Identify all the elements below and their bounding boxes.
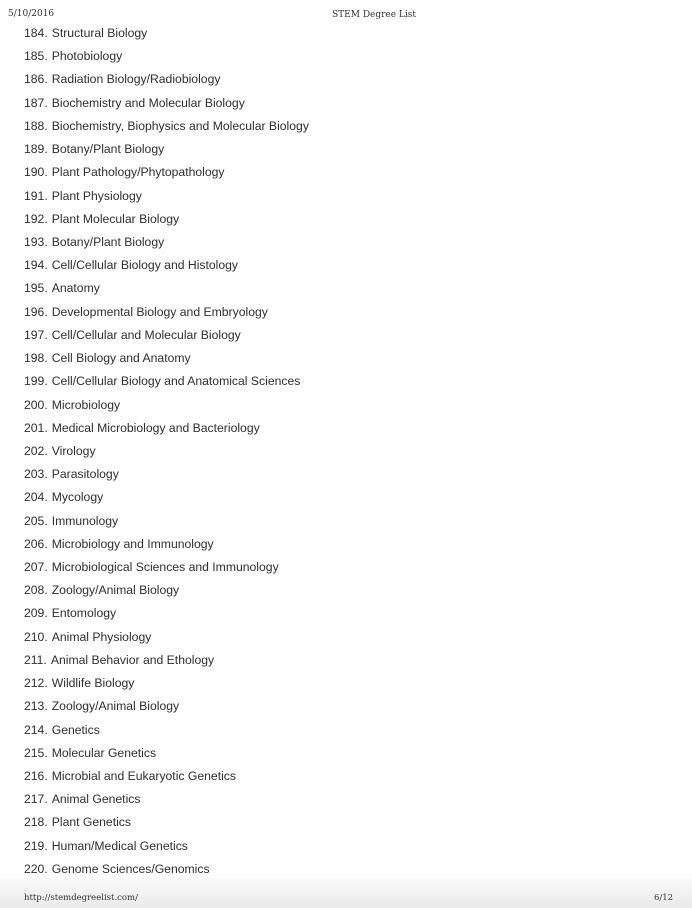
degree-label: Entomology (51, 606, 117, 621)
item-number: 195. (24, 281, 48, 296)
list-item (24, 442, 309, 465)
list-item (24, 210, 309, 233)
degree-label: Parasitology (51, 467, 119, 482)
degree-label: Microbial and Eukaryotic Genetics (51, 769, 236, 783)
degree-label: Botany/Plant Biology (51, 142, 165, 157)
item-number: 215. (24, 745, 48, 760)
header-title: STEM Degree List (332, 10, 417, 20)
degree-label: Zoology/Animal Biology (51, 699, 180, 714)
list-item (24, 419, 309, 442)
item-number: 201. (24, 420, 48, 435)
degree-label: Plant Molecular Biology (51, 211, 180, 226)
list-item (24, 744, 309, 767)
item-number: 199. (24, 374, 48, 389)
item-number: 188. (24, 118, 48, 133)
degree-label: Cell/Cellular Biology and Histology (51, 258, 239, 273)
list-item (24, 813, 309, 836)
degree-list (24, 24, 309, 883)
item-number: 219. (24, 838, 48, 853)
item-number: 214. (24, 722, 48, 737)
list-item (24, 117, 309, 140)
item-number: 207. (24, 560, 48, 575)
header-date: 5/10/2016 (8, 9, 55, 19)
degree-label: Anatomy (51, 281, 100, 296)
degree-label: Microbiology and Immunology (51, 536, 214, 551)
item-number: 197. (24, 327, 48, 342)
list-item (24, 396, 309, 419)
item-number: 210. (24, 629, 48, 644)
degree-label: Cell Biology and Anatomy (51, 351, 191, 366)
item-number: 216. (24, 769, 48, 783)
item-number: 192. (24, 211, 48, 226)
item-number: 213. (24, 699, 48, 714)
degree-label: Human/Medical Genetics (51, 838, 188, 853)
list-item (24, 651, 309, 674)
degree-label: Molecular Genetics (51, 745, 157, 760)
degree-label: Microbiology (51, 397, 121, 412)
list-item (24, 674, 309, 697)
item-number: 220. (24, 861, 48, 876)
list-item (24, 581, 309, 604)
degree-label: Genetics (51, 722, 100, 737)
list-item (24, 140, 309, 163)
degree-label: Plant Genetics (51, 815, 131, 830)
degree-label: Animal Behavior and Ethology (50, 652, 215, 667)
footer-url: http://stemdegreelist.com/ (24, 893, 138, 903)
degree-label: Immunology (51, 513, 119, 528)
item-number: 202. (24, 443, 48, 458)
item-number: 186. (24, 72, 48, 87)
degree-label: Plant Physiology (51, 188, 142, 203)
degree-label: Virology (51, 443, 96, 458)
list-item (24, 512, 309, 535)
list-item (24, 721, 309, 744)
item-number: 205. (24, 513, 48, 528)
list-item (24, 256, 309, 279)
item-number: 198. (24, 351, 48, 366)
degree-label: Botany/Plant Biology (51, 234, 165, 249)
degree-label: Animal Physiology (51, 629, 152, 644)
degree-label: Structural Biology (51, 26, 148, 40)
page-number: 6/12 (654, 893, 674, 903)
item-number: 184. (24, 26, 48, 40)
degree-label: Biochemistry, Biophysics and Molecular Biology (51, 118, 309, 133)
list-item (24, 163, 309, 186)
item-number: 187. (24, 95, 48, 110)
degree-label: Wildlife Biology (51, 676, 135, 691)
list-item (24, 70, 309, 93)
list-item (24, 279, 309, 302)
list-item (24, 349, 309, 372)
item-number: 200. (24, 397, 48, 412)
degree-label: Microbiological Sciences and Immunology (51, 560, 279, 575)
degree-label: Developmental Biology and Embryology (51, 304, 268, 319)
list-item (24, 604, 309, 627)
list-item (24, 372, 309, 395)
item-number: 204. (24, 490, 48, 505)
list-item (24, 837, 309, 860)
degree-label: Zoology/Animal Biology (51, 583, 180, 598)
degree-label: Animal Genetics (51, 792, 141, 807)
item-number: 206. (24, 536, 48, 551)
item-number: 185. (24, 49, 48, 64)
item-number: 190. (24, 165, 48, 180)
degree-label: Genome Sciences/Genomics (51, 861, 210, 876)
item-number: 203. (24, 467, 48, 482)
list-item (24, 488, 309, 511)
degree-label: Medical Microbiology and Bacteriology (51, 420, 260, 435)
list-item (24, 628, 309, 651)
item-number: 212. (24, 676, 48, 691)
list-item (24, 303, 309, 326)
list-item (24, 233, 309, 256)
list-item (24, 790, 309, 813)
item-number: 217. (24, 792, 48, 807)
list-item (24, 697, 309, 720)
item-number: 196. (24, 304, 48, 319)
list-item (24, 24, 309, 47)
degree-label: Photobiology (51, 49, 123, 64)
item-number: 209. (24, 606, 48, 621)
list-item (24, 187, 309, 210)
item-number: 189. (24, 142, 48, 157)
list-item (24, 767, 309, 790)
list-item (24, 47, 309, 70)
list-item (24, 465, 309, 488)
degree-label: Radiation Biology/Radiobiology (51, 72, 221, 87)
degree-label: Cell/Cellular Biology and Anatomical Sciences (51, 374, 301, 389)
list-item (24, 326, 309, 349)
item-number: 194. (24, 258, 48, 273)
list-item (24, 94, 309, 117)
degree-label: Biochemistry and Molecular Biology (51, 95, 245, 110)
item-number: 193. (24, 234, 48, 249)
degree-label: Mycology (51, 490, 104, 505)
degree-label: Cell/Cellular and Molecular Biology (51, 327, 241, 342)
item-number: 191. (24, 188, 48, 203)
item-number: 211. (24, 652, 47, 667)
list-item (24, 535, 309, 558)
list-item (24, 558, 309, 581)
degree-label: Plant Pathology/Phytopathology (51, 165, 225, 180)
item-number: 218. (24, 815, 48, 830)
item-number: 208. (24, 583, 48, 598)
